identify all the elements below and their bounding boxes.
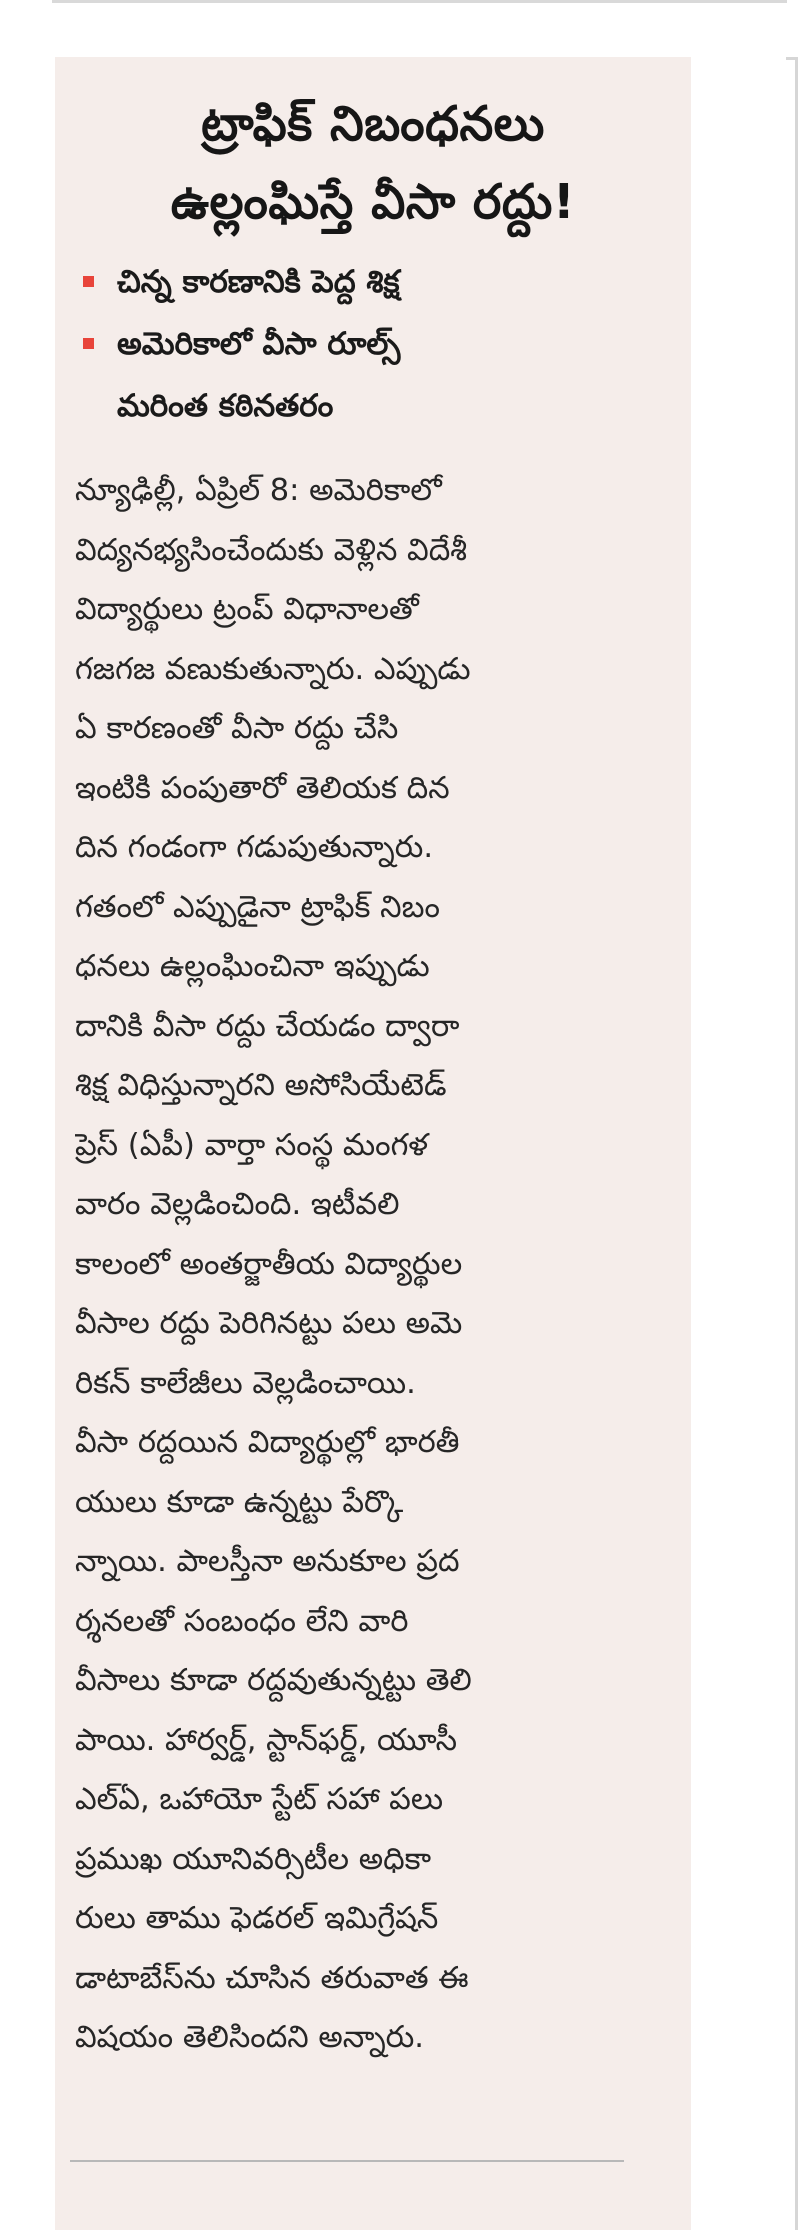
body-line: దానికి వీసా రద్దు చేయడం ద్వారా: [75, 1008, 460, 1044]
subheadline-text: మరింత కఠినతరం: [117, 388, 334, 424]
headline-line-1: ట్రాఫిక్ నిబంధనలు: [201, 96, 545, 152]
body-line: న్నాయి. పాలస్తీనా అనుకూల ప్రద: [75, 1544, 460, 1579]
subheadline-bullet: [75, 313, 671, 375]
article-end-divider: [70, 2160, 624, 2162]
subheadline-list: [75, 251, 671, 437]
body-line: గతంలో ఎప్పుడైనా ట్రాఫిక్ నిబం: [75, 889, 440, 925]
news-article: [55, 57, 691, 2230]
body-line: డాటాబేస్‌ను చూసిన తరువాత ఈ: [75, 1960, 469, 1996]
body-line: ప్రముఖ యూనివర్సిటీల అధికా: [75, 1841, 432, 1877]
subheadline-text: అమెరికాలో వీసా రూల్స్: [117, 326, 401, 362]
headline-line-2: ఉల్లంఘిస్తే వీసా రద్దు!: [170, 174, 576, 230]
subheadline-continuation: [75, 375, 671, 437]
body-line: యులు కూడా ఉన్నట్టు పేర్కొ: [75, 1484, 404, 1520]
headline: [75, 85, 671, 241]
body-line: ఏ కారణంతో వీసా రద్దు చేసి: [75, 711, 399, 746]
subheadline-bullet: [75, 251, 671, 313]
body-line: న్యూఢిల్లీ, ఏప్రిల్ 8: అమెరికాలో: [75, 473, 442, 508]
body-line: ఎల్‌ఏ, ఒహాయో స్టేట్ సహా పలు: [75, 1782, 444, 1817]
body-line: వీసా రద్దయిన విద్యార్థుల్లో భారతీ: [75, 1425, 460, 1460]
article-body: [75, 461, 671, 2068]
body-line: వీసాలు కూడా రద్దవుతున్నట్టు తెలి: [75, 1663, 472, 1698]
body-line: రికన్ కాలేజీలు వెల్లడించాయి.: [75, 1365, 416, 1401]
body-line: పాయి. హార్వర్డ్, స్టాన్‌ఫర్డ్, యూసీ: [75, 1722, 458, 1758]
body-line: ఇంటికి పంపుతారో తెలియక దిన: [75, 770, 450, 806]
body-line: శిక్ష విధిస్తున్నారని అసోసియేటెడ్: [75, 1068, 447, 1103]
body-line: ధనలు ఉల్లంఘించినా ఇప్పుడు: [75, 949, 430, 984]
body-line: రులు తాము ఫెడరల్ ఇమిగ్రేషన్: [75, 1901, 439, 1936]
body-line: ప్రెస్ (ఏపీ) వార్తా సంస్థ మంగళ: [75, 1127, 429, 1163]
body-line: గజగజ వణుకుతున్నారు. ఎప్పుడు: [75, 651, 471, 687]
square-bullet-icon: [83, 276, 94, 287]
square-bullet-icon: [83, 338, 94, 349]
body-line: కాలంలో అంతర్జాతీయ విద్యార్థుల: [75, 1246, 463, 1282]
subheadline-text: చిన్న కారణానికి పెద్ద శిక్ష: [117, 264, 400, 300]
column-divider: [795, 57, 798, 2230]
body-line: విద్యార్థులు ట్రంప్ విధానాలతో: [75, 592, 419, 627]
body-line: వారం వెల్లడించింది. ఇటీవలి: [75, 1187, 400, 1222]
body-line: దిన గండంగా గడుపుతున్నారు.: [75, 830, 434, 865]
body-line: వీసాల రద్దు పెరిగినట్టు పలు అమె: [75, 1306, 463, 1341]
body-line: విషయం తెలిసిందని అన్నారు.: [75, 2020, 424, 2055]
top-divider: [52, 0, 787, 3]
body-line: ర్శనలతో సంబంధం లేని వారి: [75, 1603, 409, 1639]
body-line: విద్యనభ్యసించేందుకు వెళ్లిన విదేశీ: [75, 532, 468, 568]
